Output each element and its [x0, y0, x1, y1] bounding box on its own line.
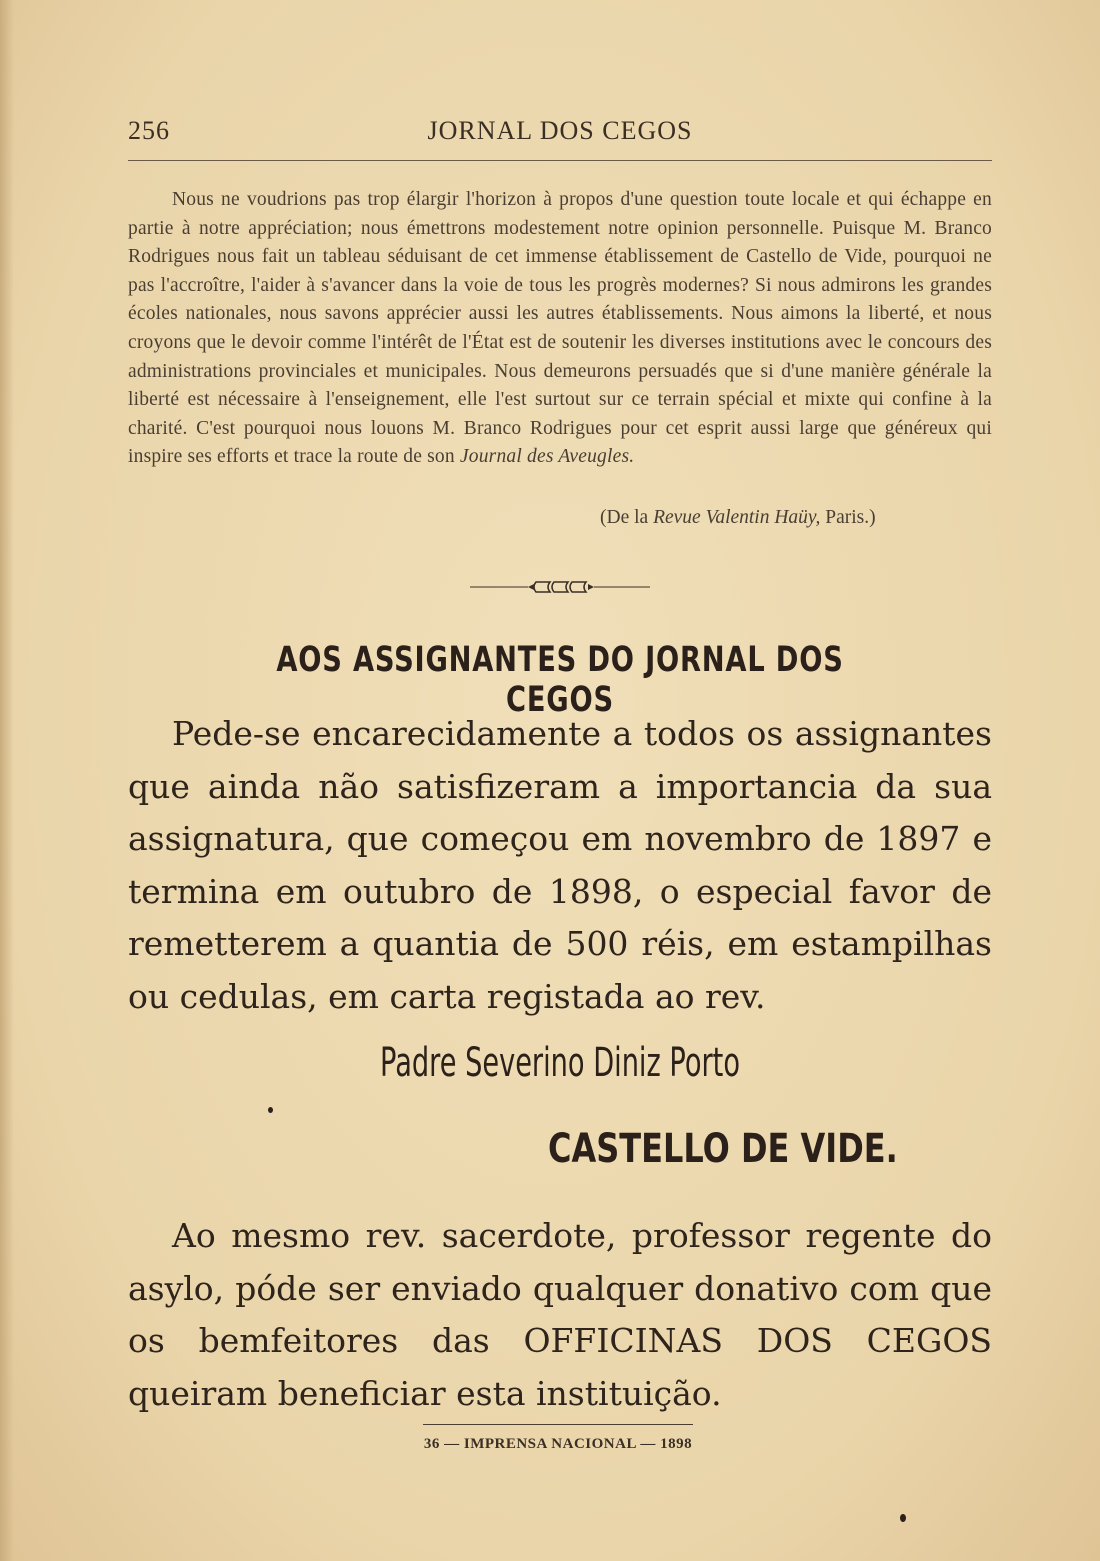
donation-text [128, 1210, 992, 1420]
notice-paragraph: Pede-se encarecidamente a todos os assignantes que ainda não satisfizeram a importancia da sua assignatura, que começou em novembro de 1897 e termina em outubro de 1898, o especial favor de remetterem a quantia de 500 réis, em estampilhas ou cedulas, em carta registada ao rev. [128, 714, 992, 1016]
french-article [128, 186, 992, 472]
running-title: JORNAL DOS CEGOS [427, 116, 693, 145]
page-header [128, 116, 992, 150]
journal-name: Journal des Aveugles. [459, 446, 635, 468]
source-name: Revue Valentin Haüy, [653, 507, 821, 528]
french-text: Nous ne voudrions pas trop élargir l'horizon à propos d'une question toute locale et qui échappe en partie à notre appréciation; nous émettrons modestement notre opinion personnelle. Puisque M. Branco Rodrigues nous fait un tableau séduisant de cet immense établissement de Castello de Vide, pourquoi ne pas l'accroître, l'aider à s'avancer dans la voie de tous les progrès modernes? Si nous admirons les grandes écoles nationales, nous savons apprécier aussi les autres établissements. Nous aimons la liberté, et nous croyons que le devoir comme l'intérêt de l'État est de soutenir les diverses institutions avec le concours des administrations provinciales et municipales. Nous demeurons persuadés que si d'une manière générale la liberté est nécessaire à l'enseignement, elle l'est surtout sur ce terrain spécial et mixte qui confine à la charité. C'est pourquoi nous louons M. Branco Rodrigues pour cet esprit aussi large que généreux qui inspire ses efforts et trace la route de son [128, 189, 992, 468]
header-rule [128, 160, 992, 161]
notice-body [128, 708, 992, 1023]
ink-speck [268, 1107, 273, 1113]
french-paragraph [128, 186, 992, 472]
priest-name: Padre Severino Diniz Porto [380, 1040, 740, 1086]
printer-imprint: 36 — IMPRENSA NACIONAL — 1898 [423, 1436, 693, 1452]
ink-speck [900, 1514, 906, 1522]
notice-title: AOS ASSIGNANTES DO JORNAL DOS CEGOS [276, 640, 844, 720]
page-number: 256 [128, 116, 170, 145]
place-name: CASTELLO DE VIDE. [548, 1126, 898, 1172]
footer-rule [423, 1424, 693, 1425]
source-suffix: Paris.) [825, 507, 876, 528]
source-prefix: (De la [600, 507, 649, 528]
ornament-divider [470, 578, 650, 596]
article-source [600, 507, 876, 529]
donation-paragraph: Ao mesmo rev. sacerdote, professor regente do asylo, póde ser enviado qualquer donativo com que os bemfeitores das OFFICINAS DOS CEGOS queiram beneficiar esta instituição. [128, 1216, 992, 1413]
paper-edge [0, 0, 14, 1561]
